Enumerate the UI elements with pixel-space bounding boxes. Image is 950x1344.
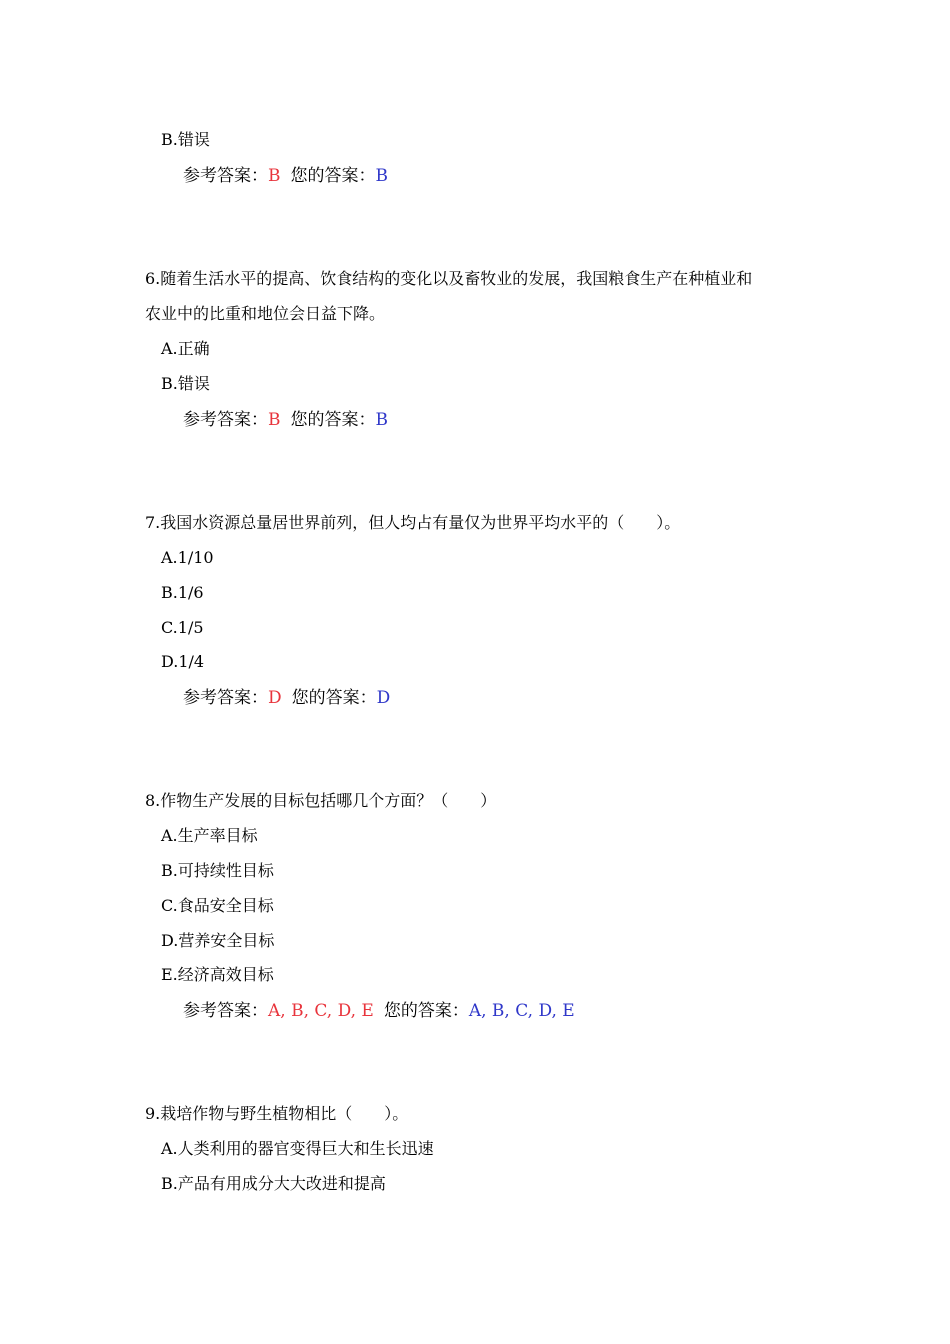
your-answer-label: 您的答案： bbox=[291, 688, 377, 708]
q7-text-line-1: 7.我国水资源总量居世界前列，但人均占有量仅为世界平均水平的（ ）。 bbox=[145, 513, 681, 532]
q8-option-c: C.食品安全目标 bbox=[161, 896, 274, 915]
q5-option-b: B.错误 bbox=[161, 130, 210, 149]
your-answer-value: A, B, C, D, E bbox=[468, 1001, 575, 1021]
q8-answer-line bbox=[183, 1003, 575, 1020]
q9-option-b: B.产品有用成分大大改进和提高 bbox=[161, 1174, 386, 1193]
your-answer-value: B bbox=[375, 410, 388, 430]
reference-answer-value: B bbox=[268, 166, 281, 186]
q7-option-a: A.1/10 bbox=[161, 548, 214, 567]
your-answer-value: B bbox=[375, 166, 388, 186]
your-answer-label: 您的答案： bbox=[290, 166, 376, 186]
q7-option-c: C.1/5 bbox=[161, 618, 204, 637]
your-answer-label: 您的答案： bbox=[290, 410, 376, 430]
reference-answer-label: 参考答案： bbox=[183, 1001, 268, 1021]
q6-text-line-1: 6.随着生活水平的提高、饮食结构的变化以及畜牧业的发展，我国粮食生产在种植业和 bbox=[145, 269, 753, 288]
q7-answer-line bbox=[183, 690, 390, 707]
q8-option-a: A.生产率目标 bbox=[161, 826, 258, 845]
q7-option-b: B.1/6 bbox=[161, 583, 204, 602]
q8-option-d: D.营养安全目标 bbox=[161, 931, 275, 950]
q9-option-a: A.人类利用的器官变得巨大和生长迅速 bbox=[161, 1139, 434, 1158]
q8-option-b: B.可持续性目标 bbox=[161, 861, 274, 880]
q8-option-e: E.经济高效目标 bbox=[161, 965, 274, 984]
reference-answer-label: 参考答案： bbox=[183, 166, 268, 186]
q8-text-line-1: 8.作物生产发展的目标包括哪几个方面？（ ） bbox=[145, 791, 497, 810]
your-answer-value: D bbox=[376, 688, 391, 708]
q6-answer-line bbox=[183, 412, 388, 429]
q6-option-b: B.错误 bbox=[161, 374, 210, 393]
reference-answer-value: B bbox=[268, 410, 281, 430]
reference-answer-value: A, B, C, D, E bbox=[268, 1001, 374, 1021]
q6-text-line-2: 农业中的比重和地位会日益下降。 bbox=[145, 304, 386, 323]
reference-answer-value: D bbox=[268, 688, 282, 708]
reference-answer-label: 参考答案： bbox=[183, 688, 268, 708]
q9-text-line-1: 9.栽培作物与野生植物相比（ ）。 bbox=[145, 1104, 409, 1123]
q6-option-a: A.正确 bbox=[161, 339, 210, 358]
q7-option-d: D.1/4 bbox=[161, 652, 205, 671]
q5-answer-line bbox=[183, 168, 388, 185]
your-answer-label: 您的答案： bbox=[383, 1001, 469, 1021]
reference-answer-label: 参考答案： bbox=[183, 410, 268, 430]
